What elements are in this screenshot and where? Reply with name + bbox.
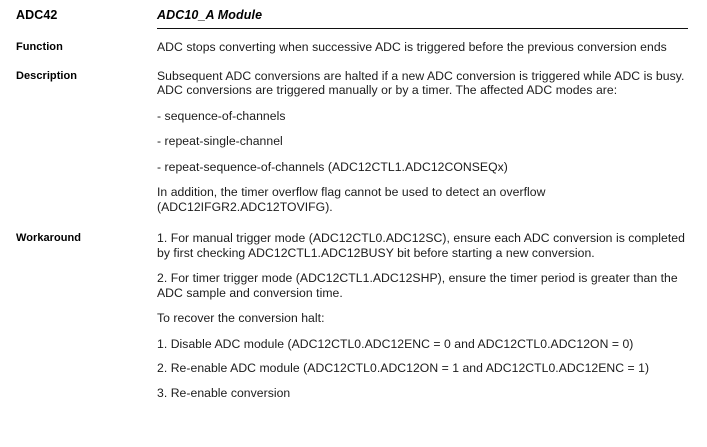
- section-content-description: [157, 69, 707, 215]
- paragraph: ADC stops converting when successive ADC is triggered before the previous conversion ends: [157, 40, 667, 54]
- section-content-function: [157, 40, 707, 55]
- list-item: - sequence-of-channels: [157, 108, 286, 123]
- list-item: 1. Disable ADC module (ADC12CTL0.ADC12ENC = 0 and ADC12CTL0.ADC12ON = 0): [157, 336, 634, 351]
- section-content-workaround: [157, 231, 707, 400]
- paragraph: 1. For manual trigger mode (ADC12CTL0.ADC12SC), ensure each ADC conversion is completed by first checking ADC12CTL1.ADC12BUSY bit before starting a new conversion.: [157, 231, 685, 260]
- module-title: ADC10_A Module: [157, 8, 263, 22]
- paragraph: Subsequent ADC conversions are halted if a new ADC conversion is triggered while ADC is busy. ADC conversions are triggered manually or by a timer. The affected ADC modes are:: [157, 68, 685, 97]
- section-function: [0, 40, 707, 55]
- paragraph: To recover the conversion halt:: [157, 311, 325, 325]
- section-label-workaround: Workaround: [16, 232, 82, 244]
- paragraph: In addition, the timer overflow flag cannot be used to detect an overflow (ADC12IFGR2.ADC12TOVIFG).: [157, 185, 546, 214]
- header-divider: [157, 28, 688, 29]
- module-title-block: [157, 8, 707, 29]
- errata-header: [0, 0, 707, 29]
- list-item: 3. Re-enable conversion: [157, 385, 291, 400]
- erratum-id: ADC42: [16, 8, 58, 22]
- paragraph: 2. For timer trigger mode (ADC12CTL1.ADC12SHP), ensure the timer period is greater than the ADC sample and conversion time.: [157, 271, 678, 300]
- list-item: - repeat-single-channel: [157, 134, 283, 148]
- section-description: [0, 69, 707, 215]
- list-item: - repeat-sequence-of-channels (ADC12CTL1.ADC12CONSEQx): [157, 159, 508, 174]
- section-label-function: Function: [16, 41, 63, 53]
- section-label-description: Description: [16, 69, 78, 82]
- section-workaround: [0, 231, 707, 400]
- list-item: 2. Re-enable ADC module (ADC12CTL0.ADC12ON = 1 and ADC12CTL0.ADC12ENC = 1): [157, 361, 650, 375]
